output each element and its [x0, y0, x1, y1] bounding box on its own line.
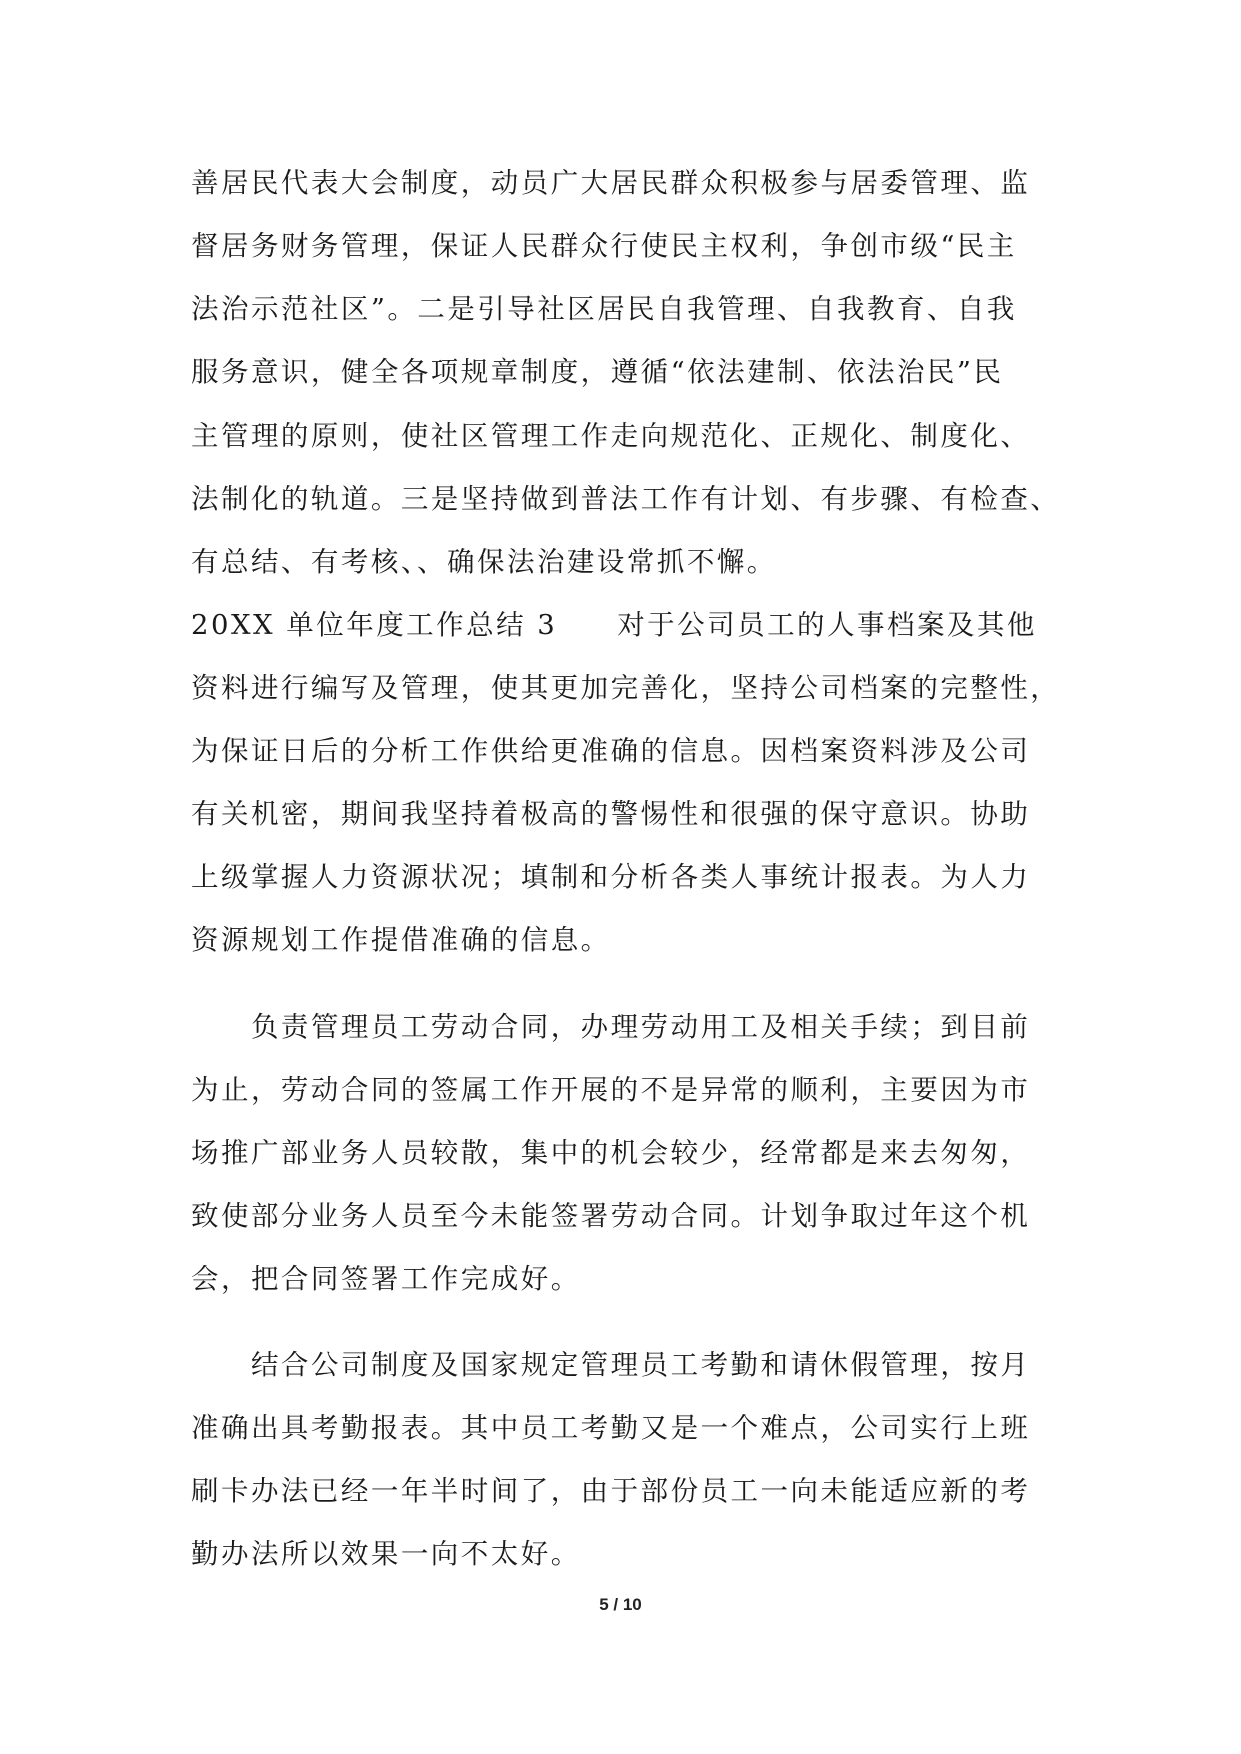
text-line: 为止，劳动合同的签属工作开展的不是异常的顺利，主要因为市 — [191, 1074, 1031, 1106]
page-number: 5 / 10 — [599, 1595, 642, 1614]
text-line: 负责管理员工劳动合同，办理劳动用工及相关手续；到目前 — [191, 1011, 1031, 1043]
text-line: 有关机密，期间我坚持着极高的警惕性和很强的保守意识。协助 — [191, 798, 1031, 830]
text-line: 准确出具考勤报表。其中员工考勤又是一个难点，公司实行上班 — [191, 1412, 1031, 1444]
text-line: 资料进行编写及管理，使其更加完善化，坚持公司档案的完整性， — [191, 672, 1061, 704]
text-line: 为保证日后的分析工作供给更准确的信息。因档案资料涉及公司 — [191, 735, 1031, 767]
text-line: 刷卡办法已经一年半时间了，由于部份员工一向未能适应新的考 — [191, 1475, 1031, 1507]
text-line: 场推广部业务人员较散，集中的机会较少，经常都是来去匆匆， — [191, 1137, 1031, 1169]
text-line: 善居民代表大会制度，动员广大居民群众积极参与居委管理、监 — [191, 167, 1031, 199]
text-line: 资源规划工作提借准确的信息。 — [191, 924, 611, 956]
text-line: 督居务财务管理，保证人民群众行使民主权利，争创市级“民主 — [191, 230, 1017, 262]
text-line: 勤办法所以效果一向不太好。 — [191, 1538, 581, 1570]
text-line: 主管理的原则，使社区管理工作走向规范化、正规化、制度化、 — [191, 420, 1031, 452]
text-line: 法治示范社区”。二是引导社区居民自我管理、自我教育、自我 — [191, 293, 1017, 325]
text-line: 法制化的轨道。三是坚持做到普法工作有计划、有步骤、有检查、 — [191, 483, 1061, 515]
text-line: 有总结、有考核、、确保法治建设常抓不懈。 — [191, 546, 777, 578]
section-heading-line: 20XX 单位年度工作总结 3 对于公司员工的人事档案及其他 — [191, 609, 1037, 641]
text-line: 致使部分业务人员至今未能签署劳动合同。计划争取过年这个机 — [191, 1200, 1031, 1232]
text-line: 上级掌握人力资源状况；填制和分析各类人事统计报表。为人力 — [191, 861, 1031, 893]
text-line: 结合公司制度及国家规定管理员工考勤和请休假管理，按月 — [191, 1349, 1031, 1381]
text-line: 服务意识，健全各项规章制度，遵循“依法建制、依法治民”民 — [191, 356, 1004, 388]
text-line: 会，把合同签署工作完成好。 — [191, 1263, 581, 1295]
